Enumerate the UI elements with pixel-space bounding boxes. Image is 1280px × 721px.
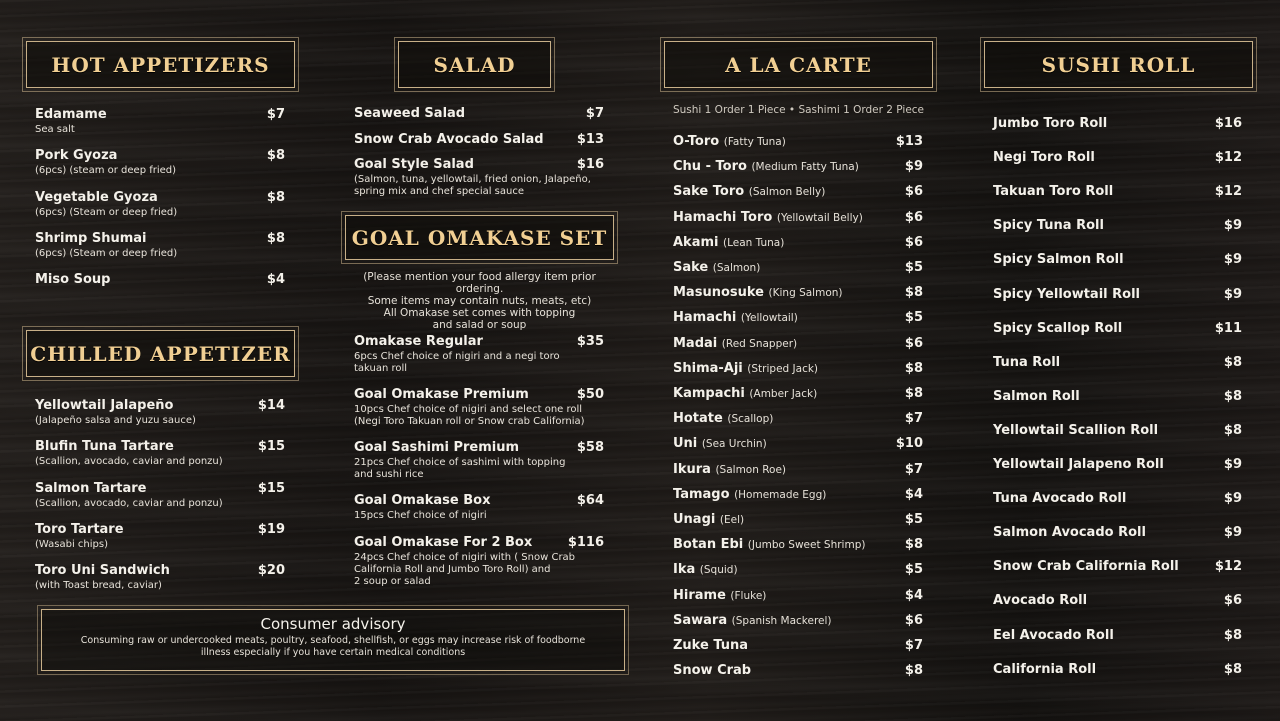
item-name: [993, 389, 1080, 404]
item-name-text: Zuke Tuna: [673, 638, 749, 653]
omakase-title: GOAL OMAKASE SET: [351, 225, 608, 250]
item-name-text: Toro Tartare: [35, 521, 124, 537]
item-name-text: Yellowtail Scallion Roll: [993, 422, 1159, 438]
item-name: [354, 387, 529, 402]
menu-item: [993, 491, 1242, 507]
item-price: $6: [1223, 593, 1242, 609]
menu-item: [673, 386, 923, 402]
menu-item: [673, 638, 923, 654]
item-name: [993, 355, 1060, 370]
item-name: [35, 190, 158, 205]
item-subname: (Yellowtail Belly): [776, 211, 863, 224]
menu-item: [354, 440, 604, 480]
item-name: [673, 436, 767, 451]
item-name-text: Hamachi Toro: [673, 209, 773, 225]
item-price: $9: [1223, 252, 1242, 268]
item-name: [354, 535, 532, 550]
item-name: [354, 493, 490, 508]
item-name: [993, 321, 1122, 336]
item-price: $35: [576, 334, 604, 349]
item-price: $6: [904, 234, 923, 250]
menu-item: [993, 593, 1242, 609]
item-name: [673, 562, 738, 577]
item-price: $58: [576, 440, 604, 455]
hot-appetizers-header: [26, 41, 295, 88]
omakase-header: [345, 215, 614, 260]
item-name: [35, 231, 147, 246]
menu-item: [673, 537, 923, 553]
item-name: [35, 563, 170, 578]
item-price: $8: [904, 360, 923, 376]
item-description: 24pcs Chef choice of nigiri with ( Snow Crab California Roll and Jumbo Toro Roll) and 2 soup or salad: [354, 552, 576, 587]
item-name: [673, 159, 859, 174]
menu-item: [673, 134, 923, 150]
item-name-text: Hamachi: [673, 310, 737, 326]
item-price: $4: [904, 486, 923, 502]
menu-item: [993, 321, 1242, 337]
item-name: [673, 310, 798, 325]
item-name-text: Salmon Avocado Roll: [993, 525, 1146, 541]
menu-item: [673, 436, 923, 452]
item-subname: (Scallop): [727, 413, 774, 426]
item-name-text: Sake Toro: [673, 184, 745, 200]
item-price: $9: [1223, 286, 1242, 302]
item-price: $9: [904, 159, 923, 175]
item-name-text: Avocado Roll: [993, 593, 1088, 609]
item-name-text: Hirame: [673, 587, 726, 603]
item-price: $9: [1223, 491, 1242, 507]
item-name-text: Salmon Tartare: [35, 480, 147, 496]
item-name-text: Shrimp Shumai: [35, 230, 147, 246]
menu-item: [35, 189, 285, 218]
chilled-appetizer-header: [26, 330, 295, 377]
menu-item: [993, 389, 1242, 405]
item-description: (Jalapeño salsa and yuzu sauce): [35, 415, 196, 426]
item-name-text: Salmon Roll: [993, 388, 1080, 404]
item-description: (Scallion, avocado, caviar and ponzu): [35, 497, 223, 509]
menu-item: [993, 559, 1242, 575]
item-price: $9: [1223, 457, 1242, 472]
item-price: $8: [266, 230, 285, 246]
item-price: $8: [1223, 388, 1242, 404]
item-name-text: Tuna Avocado Roll: [993, 491, 1127, 507]
item-name: [354, 106, 465, 121]
item-name: [35, 148, 117, 163]
item-description: (Wasabi chips): [35, 538, 108, 550]
item-price: $8: [904, 537, 923, 553]
item-description: (Scallion, avocado, caviar and ponzu): [35, 456, 223, 468]
menu-item: [993, 662, 1242, 678]
item-name: [673, 210, 863, 225]
item-name: [673, 537, 865, 552]
item-name-text: Goal Omakase Premium: [354, 387, 529, 402]
menu-item: [673, 159, 923, 175]
advisory-title: Consumer advisory: [260, 615, 406, 633]
item-price: $6: [904, 184, 923, 200]
menu-item: [354, 387, 604, 427]
item-name: [673, 512, 744, 527]
item-name: [354, 157, 474, 172]
item-name: [354, 334, 483, 349]
item-name-text: Edamame: [35, 107, 107, 122]
menu-item: [35, 230, 285, 259]
salad-title: SALAD: [433, 52, 516, 77]
item-name-text: Masunosuke: [673, 285, 764, 301]
item-price: $12: [1214, 184, 1242, 200]
item-name-text: Blufin Tuna Tartare: [35, 439, 174, 455]
menu-item: [673, 462, 923, 478]
omakase-note: (Please mention your food allergy item prior ordering. Some items may contain nuts, meats, etc) All Omakase set comes with topping and salad or soup: [363, 271, 596, 331]
item-name-text: Unagi: [673, 512, 716, 527]
item-price: $8: [904, 386, 923, 401]
item-price: $4: [904, 587, 923, 603]
menu-item: [993, 355, 1242, 371]
item-name-text: Miso Soup: [35, 272, 111, 288]
item-subname: (Lean Tuna): [723, 236, 785, 249]
item-name-text: Yellowtail Jalapeño: [35, 398, 174, 413]
item-name: [993, 150, 1095, 165]
item-name: [993, 525, 1146, 540]
menu-item: [35, 521, 285, 550]
item-name-text: Spicy Tuna Roll: [993, 218, 1104, 234]
item-name: [354, 440, 519, 455]
item-price: $50: [576, 387, 604, 402]
item-description: Sea salt: [35, 124, 75, 135]
item-name: [673, 184, 825, 199]
item-name-text: Kampachi: [673, 386, 745, 401]
item-name: [993, 287, 1140, 302]
item-name-text: Toro Uni Sandwich: [35, 563, 170, 579]
item-name: [993, 184, 1113, 199]
menu-item: [673, 588, 923, 604]
menu-item: [35, 563, 285, 592]
item-name-text: Jumbo Toro Roll: [993, 116, 1108, 131]
salad-header: [398, 41, 551, 88]
item-name-text: Ikura: [673, 461, 711, 477]
item-price: $10: [895, 436, 923, 452]
item-price: $8: [1223, 422, 1242, 438]
item-price: $8: [1223, 627, 1242, 643]
item-price: $8: [266, 148, 285, 164]
item-price: $19: [257, 521, 285, 537]
item-name: [673, 336, 797, 351]
item-name-text: Goal Omakase Box: [354, 493, 491, 508]
item-price: $13: [576, 132, 604, 147]
menu-item: [354, 157, 604, 197]
item-name: [673, 462, 786, 477]
item-name: [993, 252, 1124, 267]
menu-item: [673, 613, 923, 629]
menu-item: [993, 628, 1242, 644]
menu-item: [993, 423, 1242, 439]
item-name: [35, 522, 124, 537]
item-price: $8: [904, 285, 923, 301]
item-name: [993, 628, 1114, 643]
menu-item: [673, 260, 923, 276]
item-name-text: Sawara: [673, 612, 728, 628]
item-price: $7: [585, 106, 604, 121]
item-name-text: Tuna Roll: [993, 354, 1061, 370]
menu-item: [993, 218, 1242, 234]
item-price: $9: [1223, 525, 1242, 541]
item-description: (with Toast bread, caviar): [35, 580, 162, 592]
item-description: (6pcs) (steam or deep fried): [35, 165, 177, 177]
item-name: [673, 134, 786, 149]
item-name: [35, 107, 107, 122]
item-name: [993, 116, 1107, 131]
item-price: $15: [257, 480, 285, 496]
menu-item: [673, 562, 923, 578]
item-name: [993, 457, 1164, 472]
menu-item: [35, 107, 285, 135]
item-subname: (Medium Fatty Tuna): [751, 161, 859, 174]
item-name-text: Spicy Salmon Roll: [993, 252, 1124, 268]
menu-item: [673, 285, 923, 301]
a-la-carte-subtitle: Sushi 1 Order 1 Piece • Sashimi 1 Order 2 Piece: [672, 104, 925, 116]
item-name: [993, 559, 1179, 574]
item-name-text: Chu - Toro: [673, 159, 747, 175]
a-la-carte-title: A LA CARTE: [725, 52, 872, 77]
item-price: $64: [576, 493, 604, 508]
menu-item: [993, 150, 1242, 166]
item-subname: (Fluke): [730, 589, 767, 602]
item-name-text: Shima-Aji: [673, 360, 743, 376]
item-description: (6pcs) (Steam or deep fried): [35, 206, 178, 218]
item-subname: (Jumbo Sweet Shrimp): [747, 539, 866, 552]
item-price: $16: [1214, 116, 1242, 131]
item-name-text: Snow Crab: [673, 663, 752, 679]
item-name: [673, 361, 818, 376]
menu-item: [673, 487, 923, 503]
item-subname: (King Salmon): [768, 287, 843, 300]
item-price: $9: [1223, 218, 1242, 234]
item-name: [673, 260, 760, 275]
item-name-text: Akami: [673, 234, 719, 250]
item-name: [673, 411, 773, 426]
menu-item: [993, 116, 1242, 132]
item-name: [35, 272, 110, 287]
menu-item: [673, 310, 923, 326]
item-price: $13: [895, 134, 923, 149]
item-name-text: Vegetable Gyoza: [35, 189, 158, 205]
menu-item: [354, 132, 604, 148]
menu-item: [354, 493, 604, 521]
item-name: [35, 481, 146, 496]
menu-item: [673, 235, 923, 251]
item-subname: (Salmon): [712, 262, 761, 274]
item-subname: (Sea Urchin): [701, 438, 767, 451]
item-name-text: Madai: [673, 335, 718, 351]
item-name-text: Pork Gyoza: [35, 148, 118, 164]
item-name-text: Uni: [673, 436, 698, 452]
item-name-text: Ika: [673, 562, 696, 578]
item-name-text: Snow Crab Avocado Salad: [354, 132, 544, 147]
item-subname: (Salmon Roe): [715, 463, 787, 476]
item-name: [673, 285, 843, 300]
chilled-appetizer-title: CHILLED APPETIZER: [30, 341, 291, 366]
item-price: $6: [904, 612, 923, 628]
item-name: [35, 439, 174, 454]
item-price: $12: [1214, 559, 1242, 575]
item-subname: (Salmon Belly): [748, 186, 826, 199]
menu-item: [35, 272, 285, 288]
item-price: $5: [904, 512, 923, 527]
menu-item: [673, 663, 923, 679]
item-name-text: Yellowtail Jalapeno Roll: [993, 457, 1164, 472]
item-name: [35, 398, 173, 413]
item-name-text: Snow Crab California Roll: [993, 559, 1179, 575]
menu-item: [354, 334, 604, 374]
item-name-text: Goal Omakase For 2 Box: [354, 535, 533, 550]
item-price: $7: [904, 461, 923, 477]
item-subname: (Spanish Mackerel): [731, 614, 832, 627]
item-price: $8: [1223, 354, 1242, 370]
item-name-text: Goal Style Salad: [354, 157, 474, 172]
item-subname: (Fatty Tuna): [723, 136, 786, 148]
item-name-text: O-Toro: [673, 134, 720, 149]
sushi-roll-header: [984, 41, 1253, 88]
item-subname: (Red Snapper): [721, 337, 798, 350]
menu-item: [673, 411, 923, 427]
item-subname: (Eel): [719, 514, 745, 526]
item-name-text: Sake: [673, 260, 709, 275]
item-name-text: Spicy Yellowtail Roll: [993, 286, 1140, 302]
item-price: $5: [904, 260, 923, 275]
item-price: $15: [257, 439, 285, 455]
item-price: $8: [904, 663, 923, 679]
item-name-text: Goal Sashimi Premium: [354, 440, 520, 455]
item-name-text: California Roll: [993, 661, 1097, 677]
item-price: $6: [904, 335, 923, 351]
sushi-roll-title: SUSHI ROLL: [1041, 52, 1196, 77]
item-description: 6pcs Chef choice of nigiri and a negi toro takuan roll: [354, 351, 560, 374]
item-name-text: Tamago: [673, 486, 730, 502]
item-price: $8: [1223, 661, 1242, 677]
menu-item: [35, 439, 285, 468]
item-name: [673, 613, 832, 628]
item-price: $7: [904, 638, 923, 653]
menu-item: [35, 480, 285, 509]
item-name-text: Takuan Toro Roll: [993, 184, 1114, 200]
item-name-text: Spicy Scallop Roll: [993, 320, 1123, 336]
menu-item: [993, 287, 1242, 303]
item-name: [673, 663, 751, 678]
item-description: 21pcs Chef choice of sashimi with topping and sushi rice: [354, 457, 566, 480]
item-price: $16: [576, 157, 604, 172]
menu-item: [993, 184, 1242, 200]
item-name-text: Hotate: [673, 411, 723, 427]
menu-item: [673, 210, 923, 226]
item-price: $7: [266, 107, 285, 122]
menu-item: [993, 525, 1242, 541]
menu-item: [673, 361, 923, 377]
menu-item: [993, 457, 1242, 473]
item-name: [993, 491, 1126, 506]
menu-item: [993, 252, 1242, 268]
item-price: $5: [904, 562, 923, 578]
item-name: [993, 593, 1087, 608]
item-subname: (Yellowtail): [740, 312, 798, 325]
a-la-carte-header: [664, 41, 933, 88]
item-name-text: Botan Ebi: [673, 537, 744, 553]
item-name: [993, 423, 1158, 438]
item-description: (6pcs) (Steam or deep fried): [35, 247, 178, 259]
item-price: $6: [904, 209, 923, 225]
item-description: (Salmon, tuna, yellowtail, fried onion, Jalapeño, spring mix and chef special sauce: [354, 174, 591, 197]
advisory-text: Consuming raw or undercooked meats, poultry, seafood, shellfish, or eggs may increase risk of foodborne illness especially if you have certain medical conditions: [80, 635, 586, 658]
item-subname: (Homemade Egg): [734, 488, 827, 501]
item-subname: (Striped Jack): [747, 362, 819, 375]
item-price: $11: [1214, 320, 1242, 336]
item-name: [354, 132, 544, 147]
item-price: $5: [904, 310, 923, 326]
item-price: $4: [266, 272, 285, 288]
menu-item: [35, 148, 285, 177]
menu-item: [673, 184, 923, 200]
item-price: $12: [1214, 150, 1242, 166]
consumer-advisory-box: [41, 609, 625, 671]
menu-item: [35, 398, 285, 426]
item-name-text: Negi Toro Roll: [993, 150, 1095, 166]
item-subname: (Squid): [699, 564, 738, 577]
item-name: [673, 487, 826, 502]
item-price: $116: [567, 535, 604, 550]
item-price: $14: [257, 398, 285, 413]
item-name: [993, 662, 1096, 677]
menu-item: [354, 106, 604, 122]
item-name: [673, 386, 817, 401]
item-price: $20: [257, 563, 285, 579]
item-description: 15pcs Chef choice of nigiri: [354, 510, 487, 521]
item-name-text: Seaweed Salad: [354, 106, 466, 121]
item-name: [673, 638, 748, 653]
item-name: [673, 235, 784, 250]
menu-item: [673, 336, 923, 352]
item-subname: (Amber Jack): [749, 388, 818, 400]
item-name: [993, 218, 1104, 233]
item-price: $8: [266, 189, 285, 205]
item-name: [673, 588, 766, 603]
menu-item: [354, 535, 604, 587]
hot-appetizers-title: HOT APPETIZERS: [51, 52, 270, 77]
item-description: 10pcs Chef choice of nigiri and select one roll (Negi Toro Takuan roll or Snow crab California): [354, 404, 585, 427]
item-name-text: Eel Avocado Roll: [993, 627, 1114, 643]
item-name-text: Omakase Regular: [354, 334, 483, 349]
item-price: $7: [904, 411, 923, 427]
menu-item: [673, 512, 923, 528]
